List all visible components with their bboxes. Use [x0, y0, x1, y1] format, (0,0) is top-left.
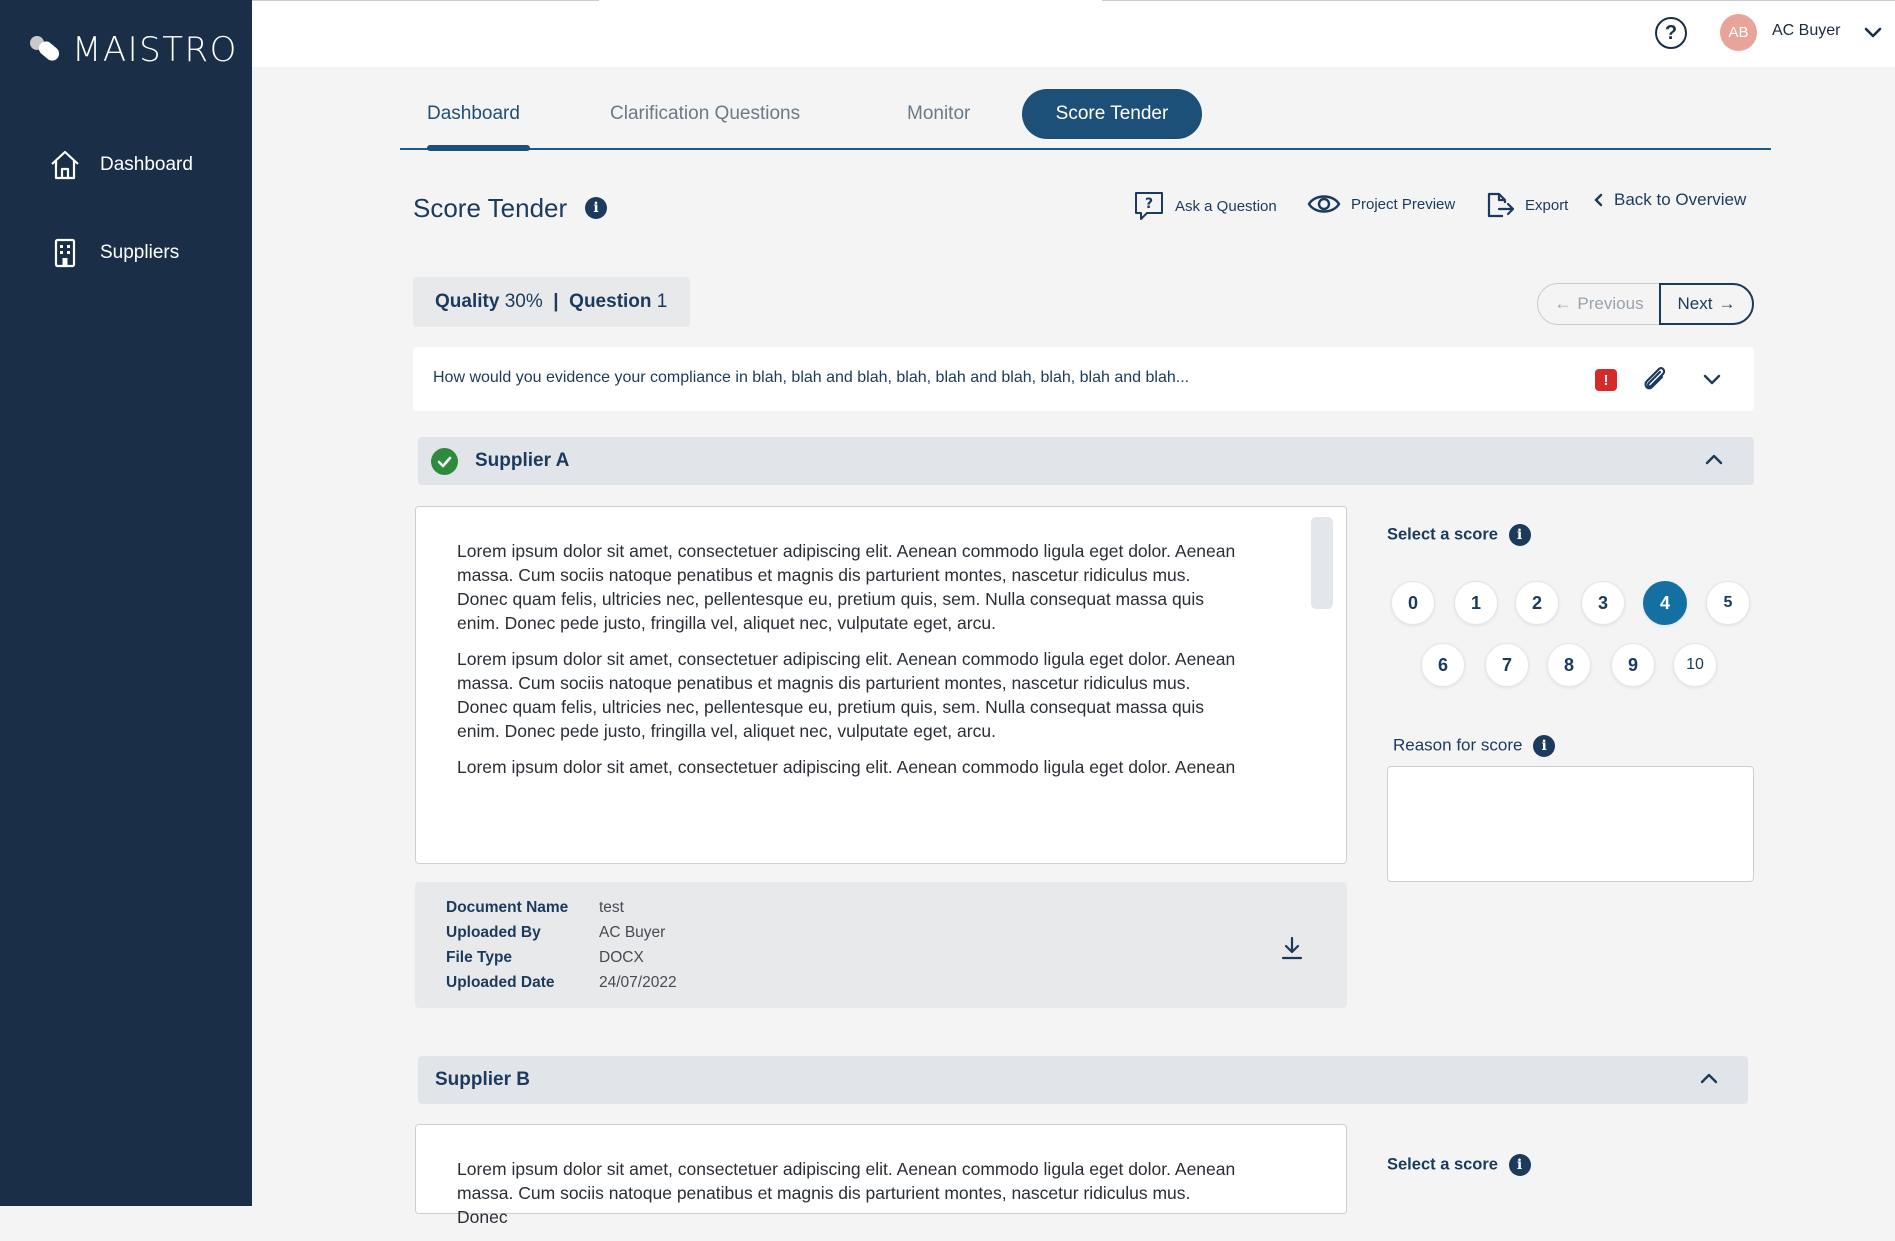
select-score-text: Select a score [1387, 525, 1498, 544]
logo-icon [30, 34, 60, 66]
info-icon[interactable]: i [1509, 524, 1531, 546]
answer-paragraph: Lorem ipsum dolor sit amet, consectetuer adipiscing elit. Aenean commodo ligula eget dolor. Aenean [457, 757, 1236, 777]
sidebar-item-suppliers[interactable] [48, 236, 179, 270]
answer-text [457, 1157, 1317, 1241]
score-option-7[interactable]: 7 [1485, 643, 1529, 687]
back-to-overview-label: Back to Overview [1614, 190, 1747, 209]
page-title: Score Tender [413, 193, 568, 223]
question-bubble-icon [1133, 190, 1165, 222]
score-option-5[interactable]: 5 [1706, 581, 1750, 625]
previous-label: Previous [1577, 294, 1644, 313]
active-tab-indicator [427, 145, 530, 151]
supplier-a-header[interactable] [418, 437, 1754, 485]
file-type-row [446, 949, 644, 967]
info-icon[interactable]: i [585, 197, 607, 219]
building-icon [48, 236, 82, 270]
project-preview-button[interactable] [1307, 190, 1455, 218]
document-name-row [446, 899, 624, 917]
question-label: Question [569, 291, 652, 312]
tab-dashboard[interactable]: Dashboard [427, 103, 520, 124]
score-option-8[interactable]: 8 [1547, 643, 1591, 687]
score-option-2[interactable]: 2 [1515, 581, 1559, 625]
info-icon[interactable]: i [1509, 1154, 1531, 1176]
score-option-0[interactable]: 0 [1391, 581, 1435, 625]
question-number: 1 [656, 291, 668, 312]
back-to-overview-link[interactable] [1594, 190, 1746, 210]
select-score-text: Select a score [1387, 1155, 1498, 1174]
top-bar [252, 0, 1895, 67]
uploaded-date-value: 24/07/2022 [599, 974, 677, 991]
score-option-10[interactable]: 10 [1673, 643, 1717, 687]
reason-for-score-input[interactable] [1387, 766, 1754, 882]
answer-text [457, 539, 1317, 791]
project-preview-label: Project Preview [1351, 195, 1456, 213]
arrow-left-icon: ← [1554, 294, 1572, 313]
check-circle-icon [431, 448, 458, 475]
score-option-9[interactable]: 9 [1611, 643, 1655, 687]
question-bar[interactable] [413, 347, 1754, 411]
avatar[interactable]: AB [1720, 14, 1757, 51]
supplier-name: Supplier A [475, 450, 570, 471]
question-text: How would you evidence your compliance in blah, blah and blah, blah, blah and blah, blah, blah and blah... [433, 369, 1190, 386]
supplier-name: Supplier B [435, 1069, 531, 1090]
quality-weight: 30% [504, 291, 543, 312]
quality-label: Quality [435, 291, 500, 312]
svg-text:?: ? [1144, 196, 1154, 212]
next-button[interactable] [1659, 283, 1754, 325]
next-label: Next [1677, 294, 1713, 313]
export-button[interactable] [1485, 190, 1568, 220]
separator: | [553, 291, 559, 312]
ask-question-label: Ask a Question [1175, 197, 1277, 215]
paperclip-icon[interactable] [1640, 364, 1670, 394]
scrollbar[interactable] [1311, 517, 1333, 609]
chevron-down-icon[interactable] [1862, 21, 1884, 43]
chevron-up-icon[interactable] [1703, 449, 1725, 471]
previous-button[interactable] [1538, 284, 1660, 324]
brand-logo[interactable] [30, 30, 238, 70]
uploaded-by-label: Uploaded By [446, 924, 541, 941]
export-label: Export [1525, 196, 1569, 214]
select-score-label [1387, 1154, 1531, 1176]
sidebar-item-label: Dashboard [100, 154, 193, 175]
home-icon [48, 148, 82, 182]
score-option-6[interactable]: 6 [1421, 643, 1465, 687]
score-option-1[interactable]: 1 [1454, 581, 1498, 625]
score-option-3[interactable]: 3 [1581, 581, 1625, 625]
eye-icon [1307, 190, 1341, 218]
chevron-left-icon [1594, 193, 1604, 207]
user-name[interactable]: AC Buyer [1772, 22, 1841, 39]
supplier-b-answer[interactable] [415, 1124, 1347, 1227]
uploaded-date-row [446, 974, 677, 992]
sidebar-item-dashboard[interactable] [48, 148, 193, 182]
supplier-b-header[interactable] [418, 1056, 1748, 1104]
answer-paragraph: Lorem ipsum dolor sit amet, consectetuer adipiscing elit. Aenean commodo ligula eget dolor. Aenean massa. Cum sociis natoque penatibus et magnis dis parturient montes, nascetur ridiculus mus. Donec quam felis, ultricies nec, pellentesque eu, pretium quis, sem. Nulla consequat massa quis enim. Donec pede justo, fringilla vel, aliquet nec, vulputate eget, arcu. [457, 541, 1236, 633]
reason-for-score-label [1393, 735, 1555, 757]
reason-label-text: Reason for score [1393, 735, 1523, 755]
score-option-4[interactable]: 4 [1643, 581, 1687, 625]
arrow-right-icon: → [1718, 294, 1736, 313]
tab-bar [400, 88, 1771, 150]
export-icon [1485, 190, 1515, 220]
supplier-a-answer[interactable] [415, 506, 1347, 864]
uploaded-by-row [446, 924, 665, 942]
document-name-value: test [599, 899, 624, 916]
question-pager [1537, 283, 1753, 325]
brand-name: MAISTRO [72, 30, 238, 70]
answer-paragraph: Lorem ipsum dolor sit amet, consectetuer adipiscing elit. Aenean commodo ligula eget dolor. Aenean massa. Cum sociis natoque penatibus et magnis dis parturient montes, nascetur ridiculus mus. Donec quam felis, ultricies nec, pellentesque eu, pretium quis, sem. Nulla consequat massa quis enim. Donec pede justo, fringilla vel, aliquet nec, vulputate eget, arcu. [457, 649, 1236, 741]
uploaded-by-value: AC Buyer [599, 924, 666, 941]
chevron-down-icon[interactable] [1701, 368, 1723, 390]
document-name-label: Document Name [446, 899, 569, 916]
ask-question-button[interactable] [1133, 190, 1277, 222]
document-details [415, 882, 1347, 1008]
sidebar-item-label: Suppliers [100, 242, 180, 263]
chevron-up-icon[interactable] [1698, 1068, 1720, 1090]
uploaded-date-label: Uploaded Date [446, 974, 555, 991]
answer-paragraph: Lorem ipsum dolor sit amet, consectetuer adipiscing elit. Aenean commodo ligula eget dolor. Aenean massa. Cum sociis natoque penatibus et magnis dis parturient montes, nascetur ridiculus mus. Donec [457, 1159, 1236, 1227]
info-icon[interactable]: i [1533, 735, 1555, 757]
tab-score-tender[interactable]: Score Tender [1022, 89, 1202, 139]
file-type-value: DOCX [599, 949, 644, 966]
tab-clarification-questions[interactable]: Clarification Questions [610, 103, 801, 124]
quality-question-badge [413, 277, 690, 327]
file-type-label: File Type [446, 949, 513, 966]
alert-icon: ! [1595, 369, 1617, 391]
tab-monitor[interactable]: Monitor [907, 103, 971, 124]
select-score-label [1387, 524, 1531, 546]
sidebar [0, 0, 252, 1206]
download-icon[interactable] [1279, 935, 1305, 961]
help-icon[interactable]: ? [1655, 17, 1687, 49]
